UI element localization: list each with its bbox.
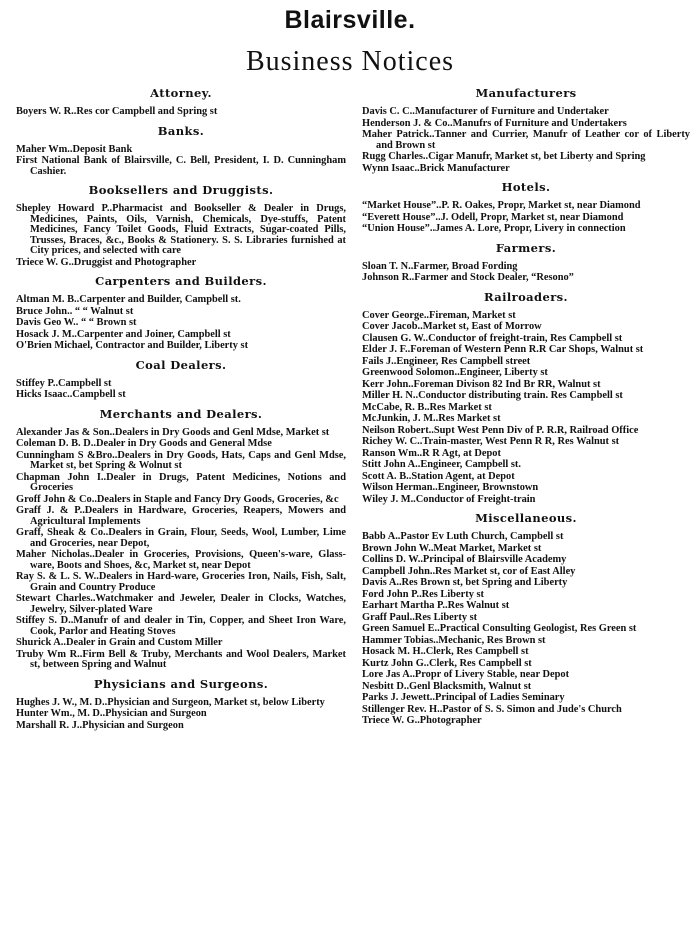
list-item: Marshall R. J..Physician and Surgeon (16, 719, 184, 731)
list-item: Richey W. C..Train-master, West Penn R R, Res Walnut st (362, 436, 620, 447)
list-item: Earhart Martha P..Res Walnut st (362, 600, 510, 611)
list-item: Alexander Jas & Son..Dealers in Dry Goods and Genl Mdse, Market st (16, 426, 330, 438)
list-item: Elder J. F..Foreman of Western Penn R.R Car Shops, Walnut st (362, 344, 644, 355)
list-item: Stiffey P..Campbell st (16, 377, 112, 389)
list-item: Coleman D. B. D..Dealer in Dry Goods and General Mdse (16, 438, 272, 449)
list-item: Lore Jas A..Propr of Livery Stable, near Depot (362, 669, 570, 680)
list-item: Hosack J. M..Carpenter and Joiner, Campbell st (16, 328, 231, 340)
entry-list (16, 145, 346, 178)
list-item: Johnson R..Farmer and Stock Dealer, “Resono” (362, 272, 574, 283)
list-item: Hughes J. W., M. D..Physician and Surgeon, Market st, below Liberty (16, 696, 325, 708)
list-item: Fails J..Engineer, Res Campbell street (362, 355, 531, 367)
list-item: Graff, Sheak & Co..Dealers in Grain, Flour, Seeds, Wool, Lumber, Lime and Groceries, near Depot, (16, 527, 346, 549)
entry-list (362, 532, 690, 727)
list-item: Davis A..Res Brown st, bet Spring and Liberty (362, 577, 568, 588)
list-item: Hicks Isaac..Campbell st (16, 389, 126, 400)
list-item: Hunter Wm., M. D..Physician and Surgeon (16, 708, 207, 719)
list-item: Davis C. C..Manufacturer of Furniture and Undertaker (362, 106, 609, 117)
list-item: Davis Geo W.. “ “ Brown st (16, 317, 137, 328)
entry-list (362, 107, 690, 174)
list-item: Shepley Howard P..Pharmacist and Bookseller & Dealer in Drugs, Medicines, Paints, Oils, Varnish, Chemicals, Dye-stuffs, Patent Medicines, Fancy Toilet Goods, Fluid Extracts, Sugar-coated Pills, Trusses, Braces, &c., Books & Stationery. S. S. Libraries furnished at City prices, and selected with care (16, 203, 346, 256)
list-item: McJunkin, J. M..Res Market st (362, 413, 501, 424)
entry-list (16, 379, 346, 401)
list-item: Scott A. B..Station Agent, at Depot (362, 470, 515, 482)
list-item: Graff Paul..Res Liberty st (362, 611, 478, 623)
page-subtitle: Business Notices (245, 46, 455, 77)
list-item: Wynn Isaac..Brick Manufacturer (362, 162, 510, 174)
list-item: Triece W. G..Photographer (362, 715, 482, 726)
list-item: Boyers W. R..Res cor Campbell and Spring st (16, 106, 218, 117)
entry-list (362, 262, 690, 284)
list-item: Chapman John I..Dealer in Drugs, Patent Medicines, Notions and Groceries (16, 471, 346, 493)
list-item: Altman M. B..Carpenter and Builder, Campbell st. (16, 294, 241, 305)
list-item: Ray S. & L. S. W..Dealers in Hard-ware, Groceries Iron, Nails, Fish, Salt, Grain and Country Produce (16, 571, 346, 593)
list-item: Clausen G. W..Conductor of freight-train, Res Campbell st (362, 332, 623, 344)
list-item: Babb A..Pastor Ev Luth Church, Campbell st (362, 531, 564, 542)
category-heading: Carpenters and Builders. (95, 274, 267, 288)
list-item: Cover Jacob..Market st, East of Morrow (362, 321, 542, 332)
list-item: Maher Nicholas..Dealer in Groceries, Provisions, Queen's-ware, Glass-ware, Boots and Shoes, &c, Market st, near Depot (16, 549, 346, 571)
list-item: Miller H. N..Conductor distributing train. Res Campbell st (362, 390, 623, 401)
list-item: Collins D. W..Principal of Blairsville Academy (362, 554, 567, 565)
list-item: Graff J. & P..Dealers in Hardware, Groceries, Reapers, Mowers and Agricultural Implements (16, 505, 346, 527)
section-physicians-and-surgeons (16, 677, 346, 732)
list-item: Bruce John.. “ “ Walnut st (16, 305, 134, 317)
list-item: Ranson Wm..R R Agt, at Depot (362, 447, 501, 459)
category-heading: Manufacturers (475, 86, 577, 100)
list-item: Nesbitt D..Genl Blacksmith, Walnut st (362, 680, 532, 692)
section-banks (16, 124, 346, 178)
category-heading: Railroaders. (484, 289, 568, 304)
entry-list (16, 428, 346, 671)
entry-list (362, 311, 690, 506)
section-attorney (16, 86, 346, 118)
list-item: Maher Wm..Deposit Bank (16, 143, 133, 155)
left-column (16, 80, 346, 732)
list-item: Kurtz John G..Clerk, Res Campbell st (362, 657, 532, 669)
category-heading: Physicians and Surgeons. (93, 676, 269, 691)
category-heading: Merchants and Dealers. (99, 406, 263, 421)
list-item: Hammer Tobias..Mechanic, Res Brown st (362, 634, 546, 646)
category-heading: Coal Dealers. (135, 357, 227, 372)
entry-list (16, 107, 346, 118)
list-item: Truby Wm R..Firm Bell & Truby, Merchants and Wool Dealers, Market st, between Spring and Walnut (16, 648, 346, 670)
list-item: Neilson Robert..Supt West Penn Div of P. R.R, Railroad Office (362, 424, 639, 436)
section-farmers (362, 241, 690, 284)
entry-list (16, 204, 346, 268)
list-item: Kerr John..Foreman Divison 82 Ind Br RR, Walnut st (362, 378, 601, 390)
list-item: Wilson Herman..Engineer, Brownstown (362, 482, 539, 493)
list-item: Maher Patrick..Tanner and Currier, Manufr of Leather cor of Liberty and Brown st (362, 129, 690, 151)
list-item: Campbell John..Res Market st, cor of East Alley (362, 565, 576, 577)
list-item: Green Samuel E..Practical Consulting Geologist, Res Green st (362, 623, 637, 634)
list-item: O'Brien Michael, Contractor and Builder, Liberty st (16, 340, 249, 351)
list-item: Hosack M. H..Clerk, Res Campbell st (362, 646, 529, 657)
entry-list (16, 698, 346, 732)
list-item: Stillenger Rev. H..Pastor of S. S. Simon and Jude's Church (362, 703, 622, 715)
list-item: Cunningham S &Bro..Dealers in Dry Goods, Hats, Caps and Genl Mdse, Market st, bet Spring & Wolnut st (16, 449, 346, 471)
list-item: Greenwood Solomon..Engineer, Liberty st (362, 367, 548, 378)
section-miscellaneous (362, 511, 690, 727)
list-item: Ford John P..Res Liberty st (362, 588, 484, 600)
section-carpenters-and-builders (16, 274, 346, 352)
list-item: Rugg Charles..Cigar Manufr, Market st, bet Liberty and Spring (362, 151, 646, 162)
list-item: Stiffey S. D..Manufr of and dealer in Tin, Copper, and Sheet Iron Ware, Cook, Parlor and Heating Stoves (16, 615, 346, 637)
list-item: McCabe, R. B..Res Market st (362, 401, 492, 413)
list-item: Triece W. G..Druggist and Photographer (16, 256, 197, 268)
right-column (362, 80, 690, 728)
section-hotels (362, 180, 690, 235)
section-railroaders (362, 290, 690, 506)
list-item: Cover George..Fireman, Market st (362, 309, 516, 321)
entry-list (362, 201, 690, 235)
category-heading: Farmers. (495, 240, 557, 255)
section-merchants-and-dealers (16, 407, 346, 671)
list-item: “Market House”..P. R. Oakes, Propr, Market st, near Diamond (362, 200, 641, 211)
list-item: First National Bank of Blairsville, C. Bell, President, I. D. Cunningham Cashier. (16, 155, 346, 177)
section-manufacturers (362, 86, 690, 174)
list-item: Sloan T. N..Farmer, Broad Fording (362, 260, 518, 272)
entry-list (16, 295, 346, 352)
page-title: Blairsville. (284, 6, 416, 34)
list-item: Shurick A..Dealer in Grain and Custom Miller (16, 637, 223, 648)
list-item: “Union House”..James A. Lore, Propr, Livery in connection (362, 223, 626, 234)
category-heading: Attorney. (150, 86, 212, 100)
list-item: “Everett House”..J. Odell, Propr, Market st, near Diamond (362, 211, 624, 223)
section-coal-dealers (16, 358, 346, 401)
category-heading: Booksellers and Druggists. (88, 183, 274, 197)
list-item: Groff John & Co..Dealers in Staple and Fancy Dry Goods, Groceries, &c (16, 493, 339, 505)
category-heading: Miscellaneous. (475, 511, 577, 525)
category-heading: Banks. (157, 123, 205, 138)
category-heading: Hotels. (501, 180, 551, 194)
list-item: Henderson J. & Co..Manufrs of Furniture and Undertakers (362, 117, 627, 129)
list-item: Brown John W..Meat Market, Market st (362, 542, 542, 554)
list-item: Parks J. Jewett..Principal of Ladies Seminary (362, 692, 565, 703)
list-item: Stewart Charles..Watchmaker and Jeweler, Dealer in Clocks, Watches, Jewelry, Silver-plated Ware (16, 593, 346, 615)
section-booksellers-and-druggists (16, 183, 346, 268)
list-item: Wiley J. M..Conductor of Freight-train (362, 493, 536, 505)
list-item: Stitt John A..Engineer, Campbell st. (362, 459, 521, 470)
